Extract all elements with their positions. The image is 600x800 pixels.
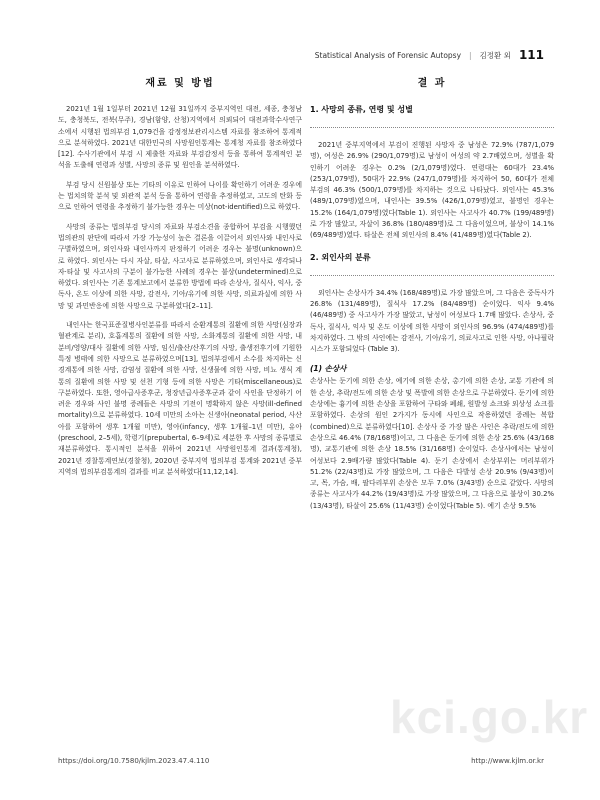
right-column	[310, 78, 554, 520]
methods-paragraph-2: 부검 당시 신원불상 또는 기타의 이유로 인하여 나이를 확인하기 어려운 경우에는 법치의학 분석 및 외관적 분석 등을 통하여 연령을 추정하였고, 고도의 탄화 등으로 인하여 연령을 추정하기 불가능한 경우는 미상(not-identified)으로 하였다.	[58, 180, 302, 212]
methods-heading: 재료 및 방법	[145, 78, 215, 89]
page-number: 111	[518, 48, 544, 62]
section-1-title: 1. 사망의 종류, 연령 및 성별	[310, 105, 413, 114]
methods-paragraph-4: 내인사는 한국표준질병사인분류를 따라서 순환계통의 질환에 의한 사망(심장과 혈관계로 분리), 호흡계통의 질환에 의한 사망, 소화계통의 질환에 의한 사망, 내분비/영양/대사 질환에 의한 사망, 임신/출산/산후기의 사망, 출생전후기에 기원한 특정 병태에 의한 사망으로 분류하였으며[13], 법의부검에서 소수를 차지하는 신경계통에 의한 사망, 감염성 질환에 의한 사망, 신생물에 의한 사망, 비뇨 생식 계통의 질환에 의한 사망 및 선천 기형 등에 의한 사망은 기타(miscellaneous)로 구분하였다. 또한, 영아급사증후군, 청장년급사증후군과 같이 사인을 단정하기 어려운 경우와 사인 불명 증례들은 사망의 기전이 명확하지 않은 사망(ill-defined mortality)으로 분류하였다. 10세 미만의 소아는 신생아(neonatal period, 사산아를 포함하여 생후 1개월 미만), 영아(infancy, 생후 1개월–1년 미만), 유아(preschool, 2–5세), 학령기(prepubertal, 6–9세)로 세분한 후 사망의 종류별로 재분류하였다. 통시적인 분석을 위하여 2021년 사망원인통계 결과(통계청), 2021년 경찰통계연보(경찰청), 2020년 중부지역 법의부검 통계와 2021년 중부지역의 법의부검통계의 결과를 비교 분석하였다[11,12,14].	[58, 321, 302, 476]
watermark: kci.go.kr	[390, 691, 589, 743]
subsection-injury-paragraph: 손상사는 둔기에 의한 손상, 예기에 의한 손상, 총기에 의한 손상, 교통 기관에 의한 손상, 추락/전도에 의한 손상 및 폭발에 의한 손상으로 구분하였다. 둔기에 의한 손상에는 흉기에 의한 손상을 포함하여 구타와 폐쇄, 원발성 쇼크와 외상성 쇼크를 포함하였다. 손상의 원인 2가지가 동시에 사인으로 작용하였던 증례는 복합(combined)으로 분류하였다[10]. 손상사 중 가장 많은 사인은 추락/전도에 의한 손상으로 46.4% (78/168명)이고, 그 다음은 둔기에 의한 손상 25.6% (43/168명), 교통기관에 의한 손상 18.5% (31/168명) 순이었다. 손상사에서는 남성이 여성보다 2.9배가량 많았다(Table 4). 둔기 손상에서 손상부위는 머리부위가 51.2% (22/43명)로 가장 많았으며, 그 다음은 다발성 손상 20.9% (9/43명)이고, 목, 가슴, 배, 팔다리부위 손상은 모두 7.0% (3/43명) 순으로 같았다. 사망의 종류는 사고사가 44.2% (19/43명)로 가장 많았으며, 그 다음으로 불상이 30.2% (13/43명), 타살이 25.6% (11/43명) 순이었다(Table 5). 예기 손상 9.5%	[310, 377, 555, 510]
header-separator: |	[469, 50, 472, 60]
section-2-divider	[310, 275, 554, 276]
section-2-title: 2. 외인사의 분류	[310, 252, 371, 262]
section-2-paragraph: 외인사는 손상사가 34.4% (168/489명)로 가장 많았으며, 그 다음은 중독사가 26.8% (131/489명), 질식사 17.2% (84/489명) 순이었다. 익사 9.4% (46/489명) 중 사고사가 가장 많았고, 남성이 여성보다 1.7배 많았다. 손상사, 중독사, 질식사, 익사 및 온도 이상에 의한 사망이 외인사의 96.9% (474/489명)를 차지하였다. 그 밖의 사인에는 감전사, 기아/유기, 의료사고로 인한 사망, 아나필락시스가 포함되었다 (Table 3).	[310, 288, 554, 354]
subsection-injury-title: (1) 손상사	[310, 364, 347, 374]
running-header	[315, 48, 544, 62]
journal-running-title: Statistical Analysis of Forensic Autopsy	[314, 50, 462, 60]
methods-paragraph-3: 사망의 종류는 법의부검 당시의 자료와 부검소견을 종합하여 부검을 시행했던 법의관의 판단에 따라서 가장 가능성이 높은 결론을 이끌어서 외인사와 내인사로 구별하였으며, 외인사와 내인사까지 판정하기 어려운 경우는 불명(unknown)으로 하였다. 외인사는 다시 자살, 타살, 사고사로 분류하였으며, 외인사로 생각되나 자·타살 및 사고사의 구분이 불가능한 사례의 경우는 불상(undetermined)으로 하였다. 외인사는 기존 통계보고에서 분류한 방법에 따라 손상사, 질식사, 익사, 중독사, 온도 이상에 의한 사망, 감전사, 기아/유기에 의한 사망, 의료과실에 의한 사망 및 과민반응에 의한 사망으로 구분하였다[2–11].	[58, 222, 302, 310]
results-heading: 결 과	[417, 78, 447, 89]
section-1-divider	[310, 127, 554, 128]
section-1-paragraph: 2021년 중부지역에서 부검이 진행된 사망자 중 남성은 72.9% (787/1,079명), 여성은 26.9% (290/1,079명)로 남성이 여성의 약 2.7배였으며, 성별을 확인하기 어려운 경우는 0.2% (2/1,079명)였다. 연령대는 60대가 23.4% (253/1,079명), 50대가 22.9% (247/1,079명)를 차지하여 50, 60대가 전체 부검의 46.3% (500/1,079명)를 차지하는 것으로 나타났다. 외인사는 45.3% (489/1,079명)였으며, 내인사는 39.5% (426/1,079명)였고, 불명인 경우는 15.2% (164/1,079명)였다(Table 1). 외인사는 사고사가 40.7% (199/489명)로 가장 많았고, 자살이 36.8% (180/489명)로 그 다음이었으며, 불상이 14.1% (69/489명)였다. 타살은 전체 외인사의 8.4% (41/489명)였다(Table 2).	[310, 141, 554, 240]
doi-link[interactable]: https://doi.org/10.7580/kjlm.2023.47.4.110	[58, 757, 210, 765]
left-column	[58, 78, 302, 486]
journal-url-link[interactable]: http://www.kjlm.or.kr	[471, 757, 544, 765]
page-footer	[58, 757, 544, 765]
running-authors: 김정환 외	[479, 50, 511, 60]
methods-paragraph-1: 2021년 1월 1일부터 2021년 12월 31일까지 중부지역인 대전, 세종, 충청남도, 충청북도, 전북(무주), 경남(함양, 산청)지역에서 의뢰되어 대전과학수사연구소에서 시행된 법의부검 1,079건을 감정정보관리시스템 자료를 참조하여 통계적으로 분석하였다. 2021년 대한민국의 사망원인통계는 통계청 자료를 참조하였다[12]. 수사기관에서 부검 시 제출한 자료와 부검감정서 등을 통하여 통계적인 분석을 도출해 연령과 성별, 사망의 종류 및 원인을 분석하였다.	[58, 105, 302, 170]
